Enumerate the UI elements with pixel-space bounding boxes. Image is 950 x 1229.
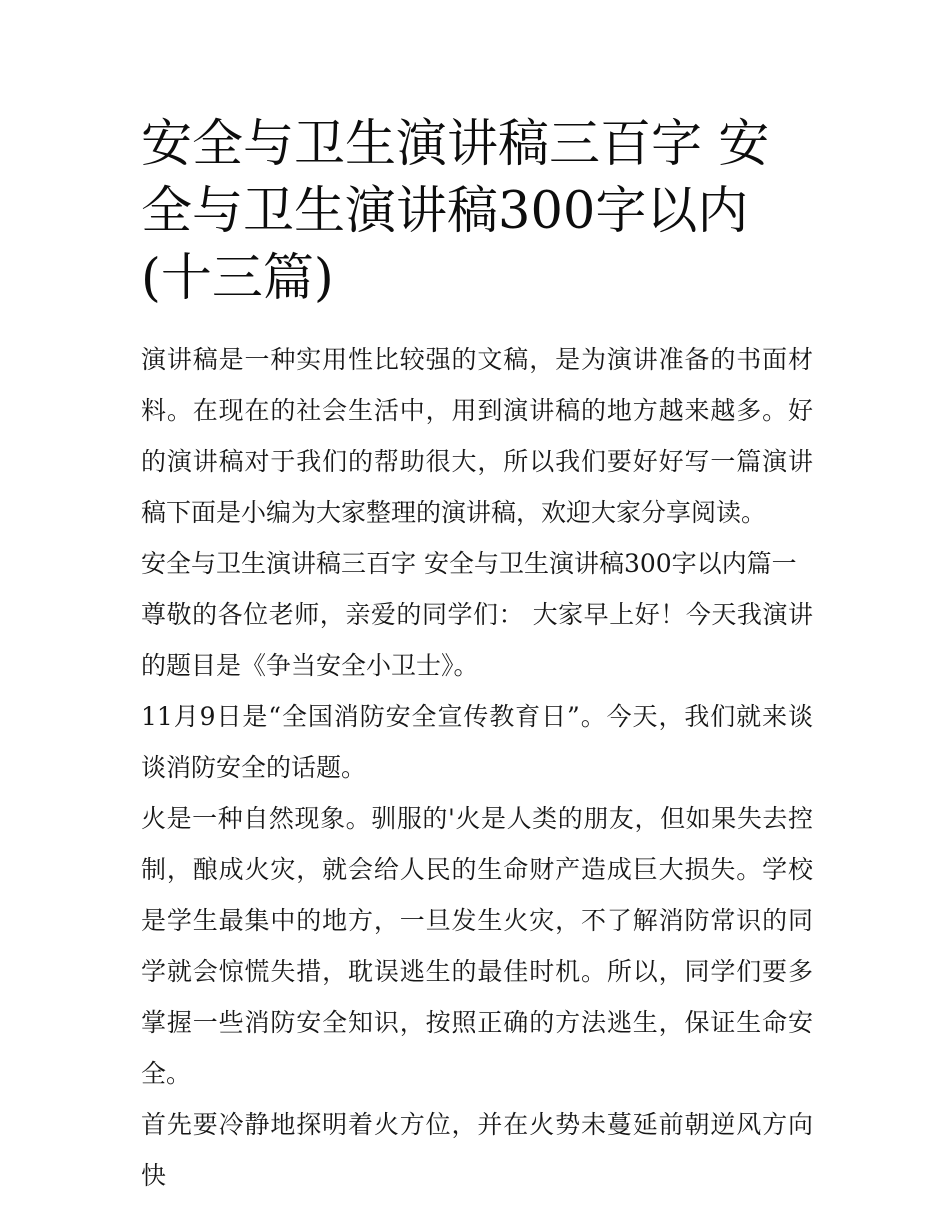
- paragraph-fire-safety: 火是一种自然现象。驯服的'火是人类的朋友，但如果失去控制，酿成火灾，就会给人民的生命财产造成巨大损失。学校是学生最集中的地方，一旦发生火灾，不了解消防常识的同学就会惊慌失措，耽误逃生的最佳时机。所以，同学们要多掌握一些消防安全知识，按照正确的方法逃生，保证生命安全。: [141, 804, 813, 1089]
- document-title: 安全与卫生演讲稿三百字 安全与卫生演讲稿300字以内(十三篇): [141, 115, 770, 308]
- document-body: [141, 334, 813, 1201]
- document-page: [141, 112, 813, 1201]
- paragraph-escape: 首先要冷静地探明着火方位，并在火势未蔓延前朝逆风方向快: [141, 1110, 813, 1191]
- paragraph-greeting: 尊敬的各位老师，亲爱的同学们： 大家早上好！今天我演讲的题目是《争当安全小卫士》。: [141, 600, 813, 681]
- paragraph-section-heading: 安全与卫生演讲稿三百字 安全与卫生演讲稿300字以内篇一: [141, 549, 797, 579]
- paragraph-fire-day: 11月9日是“全国消防安全宣传教育日”。今天，我们就来谈谈消防安全的话题。: [141, 702, 813, 783]
- paragraph-intro: 演讲稿是一种实用性比较强的文稿，是为演讲准备的书面材料。在现在的社会生活中，用到演讲稿的地方越来越多。好的演讲稿对于我们的帮助很大，所以我们要好好写一篇演讲稿下面是小编为大家整理的演讲稿，欢迎大家分享阅读。: [141, 345, 813, 528]
